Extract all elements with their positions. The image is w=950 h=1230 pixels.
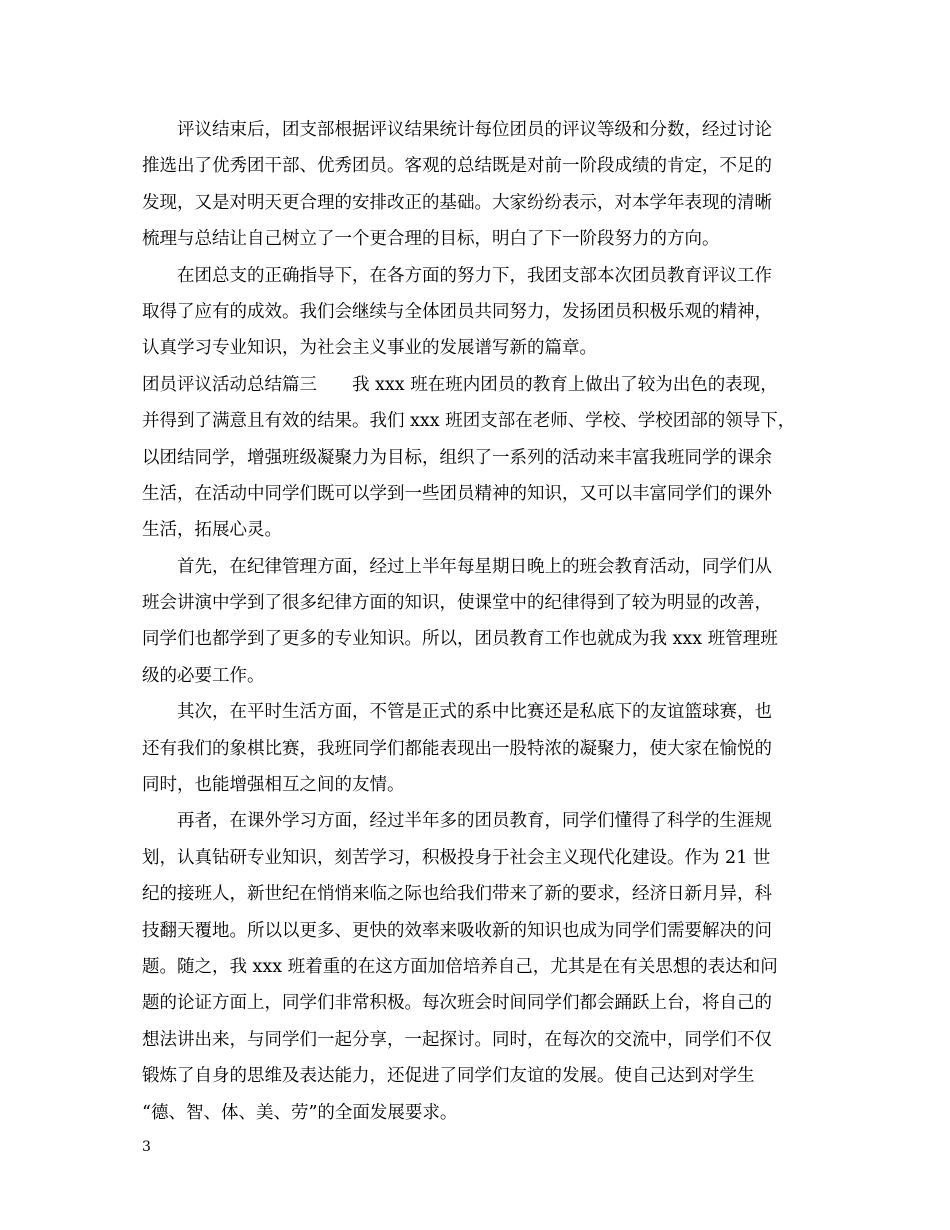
text-line: 其次，在平时生活方面，不管是正式的系中比赛还是私底下的友谊篮球赛，也 bbox=[177, 702, 772, 723]
text-line: 首先，在纪律管理方面，经过上半年每星期日晚上的班会教育活动，同学们从 bbox=[177, 556, 772, 577]
text-line: “德、智、体、美、劳”的全面发展要求。 bbox=[142, 1102, 458, 1123]
text-line: 班会讲演中学到了很多纪律方面的知识，使课堂中的纪律得到了较为明显的改善， bbox=[142, 593, 772, 614]
document-body bbox=[142, 112, 822, 1131]
text-line: 级的必要工作。 bbox=[142, 665, 265, 686]
section-heading-line: 团员评议活动总结篇三 我 xxx 班在班内团员的教育上做出了较为出色的表现， bbox=[142, 374, 778, 395]
text-line: 再者，在课外学习方面，经过半年多的团员教育，同学们懂得了科学的生涯规 bbox=[177, 811, 772, 832]
text-line: 并得到了满意且有效的结果。我们 xxx 班团支部在老师、学校、学校团部的领导下， bbox=[142, 411, 796, 432]
text-line: 技翻天覆地。所以以更多、更快的效率来吸收新的知识也成为同学们需要解决的问 bbox=[142, 920, 772, 941]
text-line: 题的论证方面上，同学们非常积极。每次班会时间同学们都会踊跃上台，将自己的 bbox=[142, 993, 772, 1014]
text-line: 生活，在活动中同学们既可以学到一些团员精神的知识，又可以丰富同学们的课外 bbox=[142, 483, 772, 504]
text-line: 题。随之，我 xxx 班着重的在这方面加倍培养自己，尤其是在有关思想的表达和问 bbox=[142, 956, 778, 977]
text-line: 想法讲出来，与同学们一起分享，一起探讨。同时，在每次的交流中，同学们不仅 bbox=[142, 1029, 772, 1050]
text-line: 还有我们的象棋比赛，我班同学们都能表现出一股特浓的凝聚力，使大家在愉悦的 bbox=[142, 738, 772, 759]
text-line: 推选出了优秀团干部、优秀团员。客观的总结既是对前一阶段成绩的肯定，不足的 bbox=[142, 156, 772, 177]
text-line: 锻炼了自身的思维及表达能力，还促进了同学们友谊的发展。使自己达到对学生 bbox=[142, 1066, 755, 1087]
text-line: 在团总支的正确指导下，在各方面的努力下，我团支部本次团员教育评议工作 bbox=[177, 265, 772, 286]
text-line: 生活，拓展心灵。 bbox=[142, 520, 282, 541]
text-line: 认真学习专业知识，为社会主义事业的发展谱写新的篇章。 bbox=[142, 338, 597, 359]
text-line: 以团结同学，增强班级凝聚力为目标，组织了一系列的活动来丰富我班同学的课余 bbox=[142, 447, 772, 468]
text-line: 取得了应有的成效。我们会继续与全体团员共同努力，发扬团员积极乐观的精神， bbox=[142, 301, 772, 322]
text-line: 划，认真钻研专业知识，刻苦学习，积极投身于社会主义现代化建设。作为 21 世 bbox=[142, 847, 771, 868]
text-line: 同学们也都学到了更多的专业知识。所以，团员教育工作也就成为我 xxx 班管理班 bbox=[142, 629, 778, 650]
text-line: 同时，也能增强相互之间的友情。 bbox=[142, 775, 405, 796]
text-line: 纪的接班人，新世纪在悄悄来临之际也给我们带来了新的要求，经济日新月异，科 bbox=[142, 884, 772, 905]
page-number: 3 bbox=[142, 1139, 151, 1155]
text-line: 梳理与总结让自己树立了一个更合理的目标，明白了下一阶段努力的方向。 bbox=[142, 229, 720, 250]
text-line: 发现，又是对明天更合理的安排改正的基础。大家纷纷表示，对本学年表现的清晰 bbox=[142, 192, 772, 213]
text-line: 评议结束后，团支部根据评议结果统计每位团员的评议等级和分数，经过讨论 bbox=[177, 120, 772, 140]
